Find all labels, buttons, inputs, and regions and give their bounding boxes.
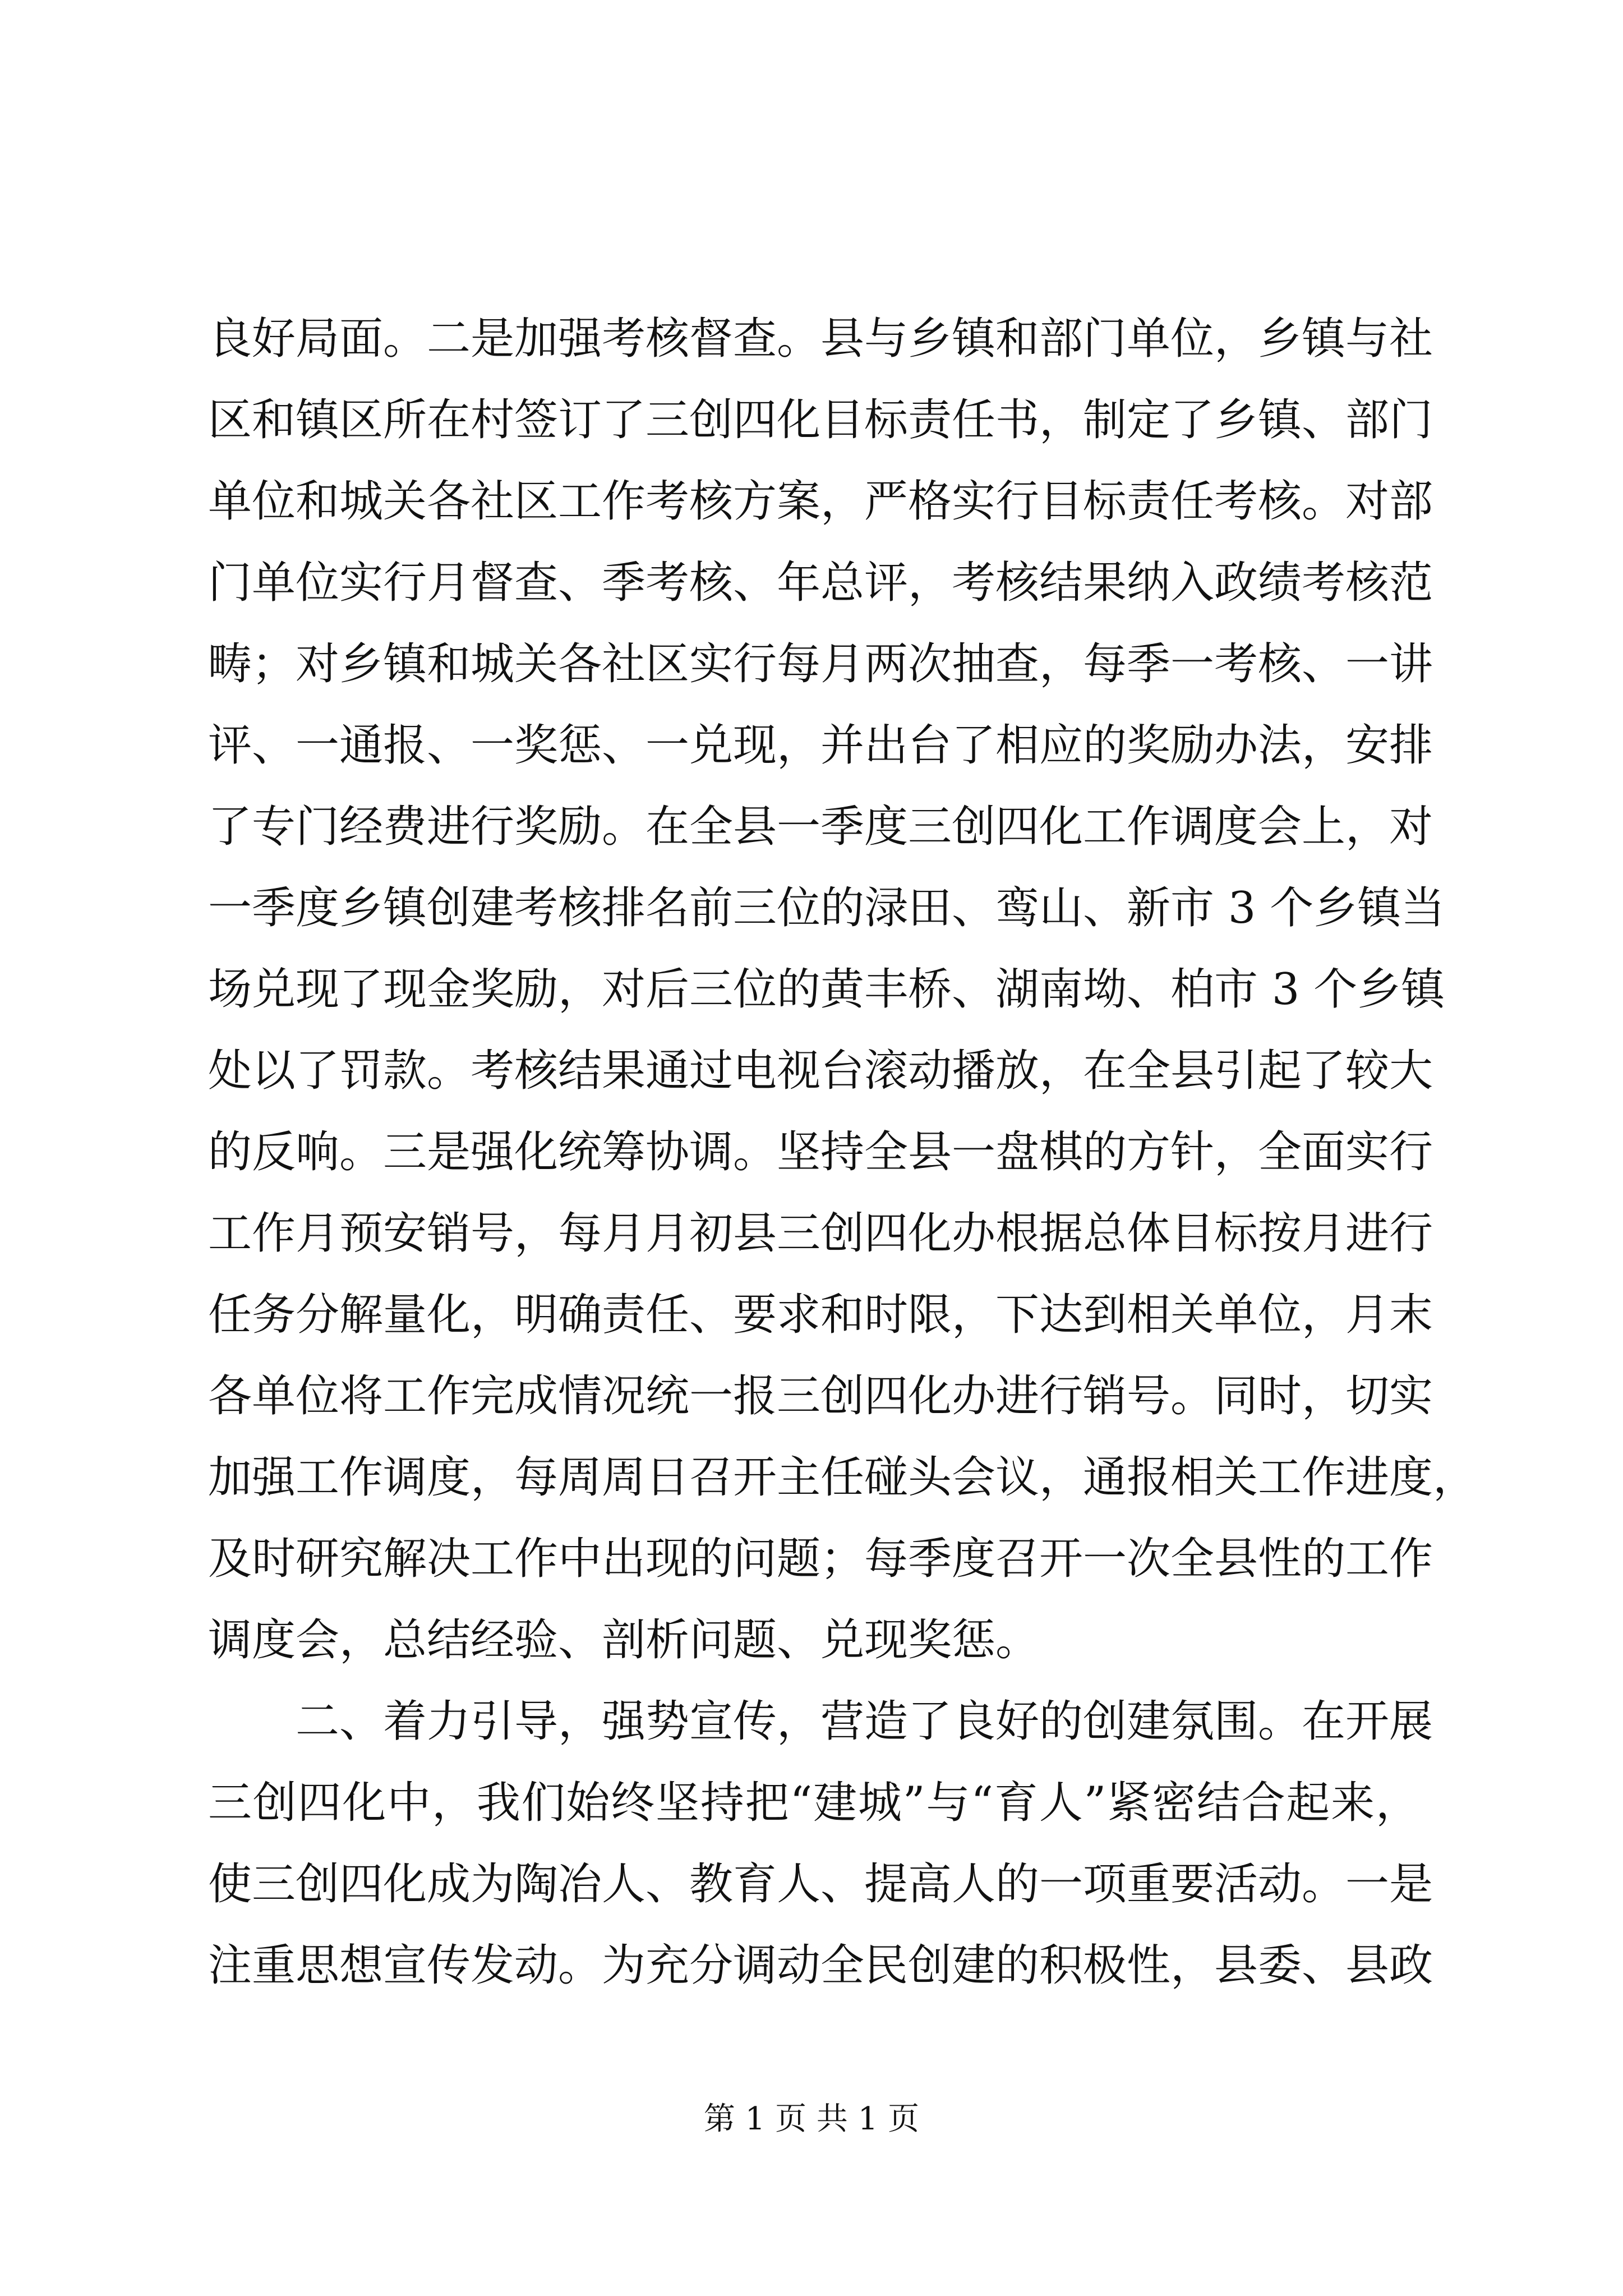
text-line: 单位和城关各社区工作考核方案，严格实行目标责任考核。对部: [208, 476, 1433, 527]
text-line: 场兑现了现金奖励，对后三位的黄丰桥、湖南坳、柏市 3 个乡镇: [208, 964, 1445, 1015]
text-line: 区和镇区所在村签订了三创四化目标责任书，制定了乡镇、部门: [208, 395, 1433, 445]
text-line: 一季度乡镇创建考核排名前三位的渌田、鸾山、新市 3 个乡镇当: [208, 883, 1445, 933]
text-line-paragraph-start: 二、着力引导，强势宣传，营造了良好的创建氛围。在开展: [296, 1696, 1433, 1747]
text-line: 畴；对乡镇和城关各社区实行每月两次抽查，每季一考核、一讲: [208, 639, 1433, 689]
text-line: 的反响。三是强化统筹协调。坚持全县一盘棋的方针，全面实行: [208, 1127, 1433, 1177]
document-body: [208, 298, 1477, 2007]
text-line: 使三创四化成为陶冶人、教育人、提高人的一项重要活动。一是: [208, 1859, 1433, 1910]
text-line: 及时研究解决工作中出现的问题；每季度召开一次全县性的工作: [208, 1534, 1433, 1584]
text-line: 任务分解量化，明确责任、要求和时限，下达到相关单位，月末: [208, 1290, 1433, 1340]
text-line: 三创四化中，我们始终坚持把“建城”与“育人”紧密结合起来，: [208, 1778, 1419, 1828]
text-line: 注重思想宣传发动。为充分调动全民创建的积极性，县委、县政: [208, 1940, 1433, 1991]
text-line: 评、一通报、一奖惩、一兑现，并出台了相应的奖励办法，安排: [208, 720, 1433, 771]
text-line-paragraph-end: 调度会，总结经验、剖析问题、兑现奖惩。: [208, 1615, 1040, 1665]
page-footer: 第 1 页 共 1 页: [703, 2101, 920, 2137]
text-line: 加强工作调度，每周周日召开主任碰头会议，通报相关工作进度，: [208, 1452, 1477, 1503]
text-line: 各单位将工作完成情况统一报三创四化办进行销号。同时，切实: [208, 1371, 1433, 1421]
text-line: 处以了罚款。考核结果通过电视台滚动播放，在全县引起了较大: [208, 1046, 1433, 1096]
text-line: 了专门经费进行奖励。在全县一季度三创四化工作调度会上，对: [208, 802, 1433, 852]
text-line: 门单位实行月督查、季考核、年总评，考核结果纳入政绩考核范: [208, 558, 1433, 608]
text-line: 工作月预安销号，每月月初县三创四化办根据总体目标按月进行: [208, 1208, 1433, 1259]
text-line: 良好局面。二是加强考核督查。县与乡镇和部门单位，乡镇与社: [208, 314, 1433, 364]
